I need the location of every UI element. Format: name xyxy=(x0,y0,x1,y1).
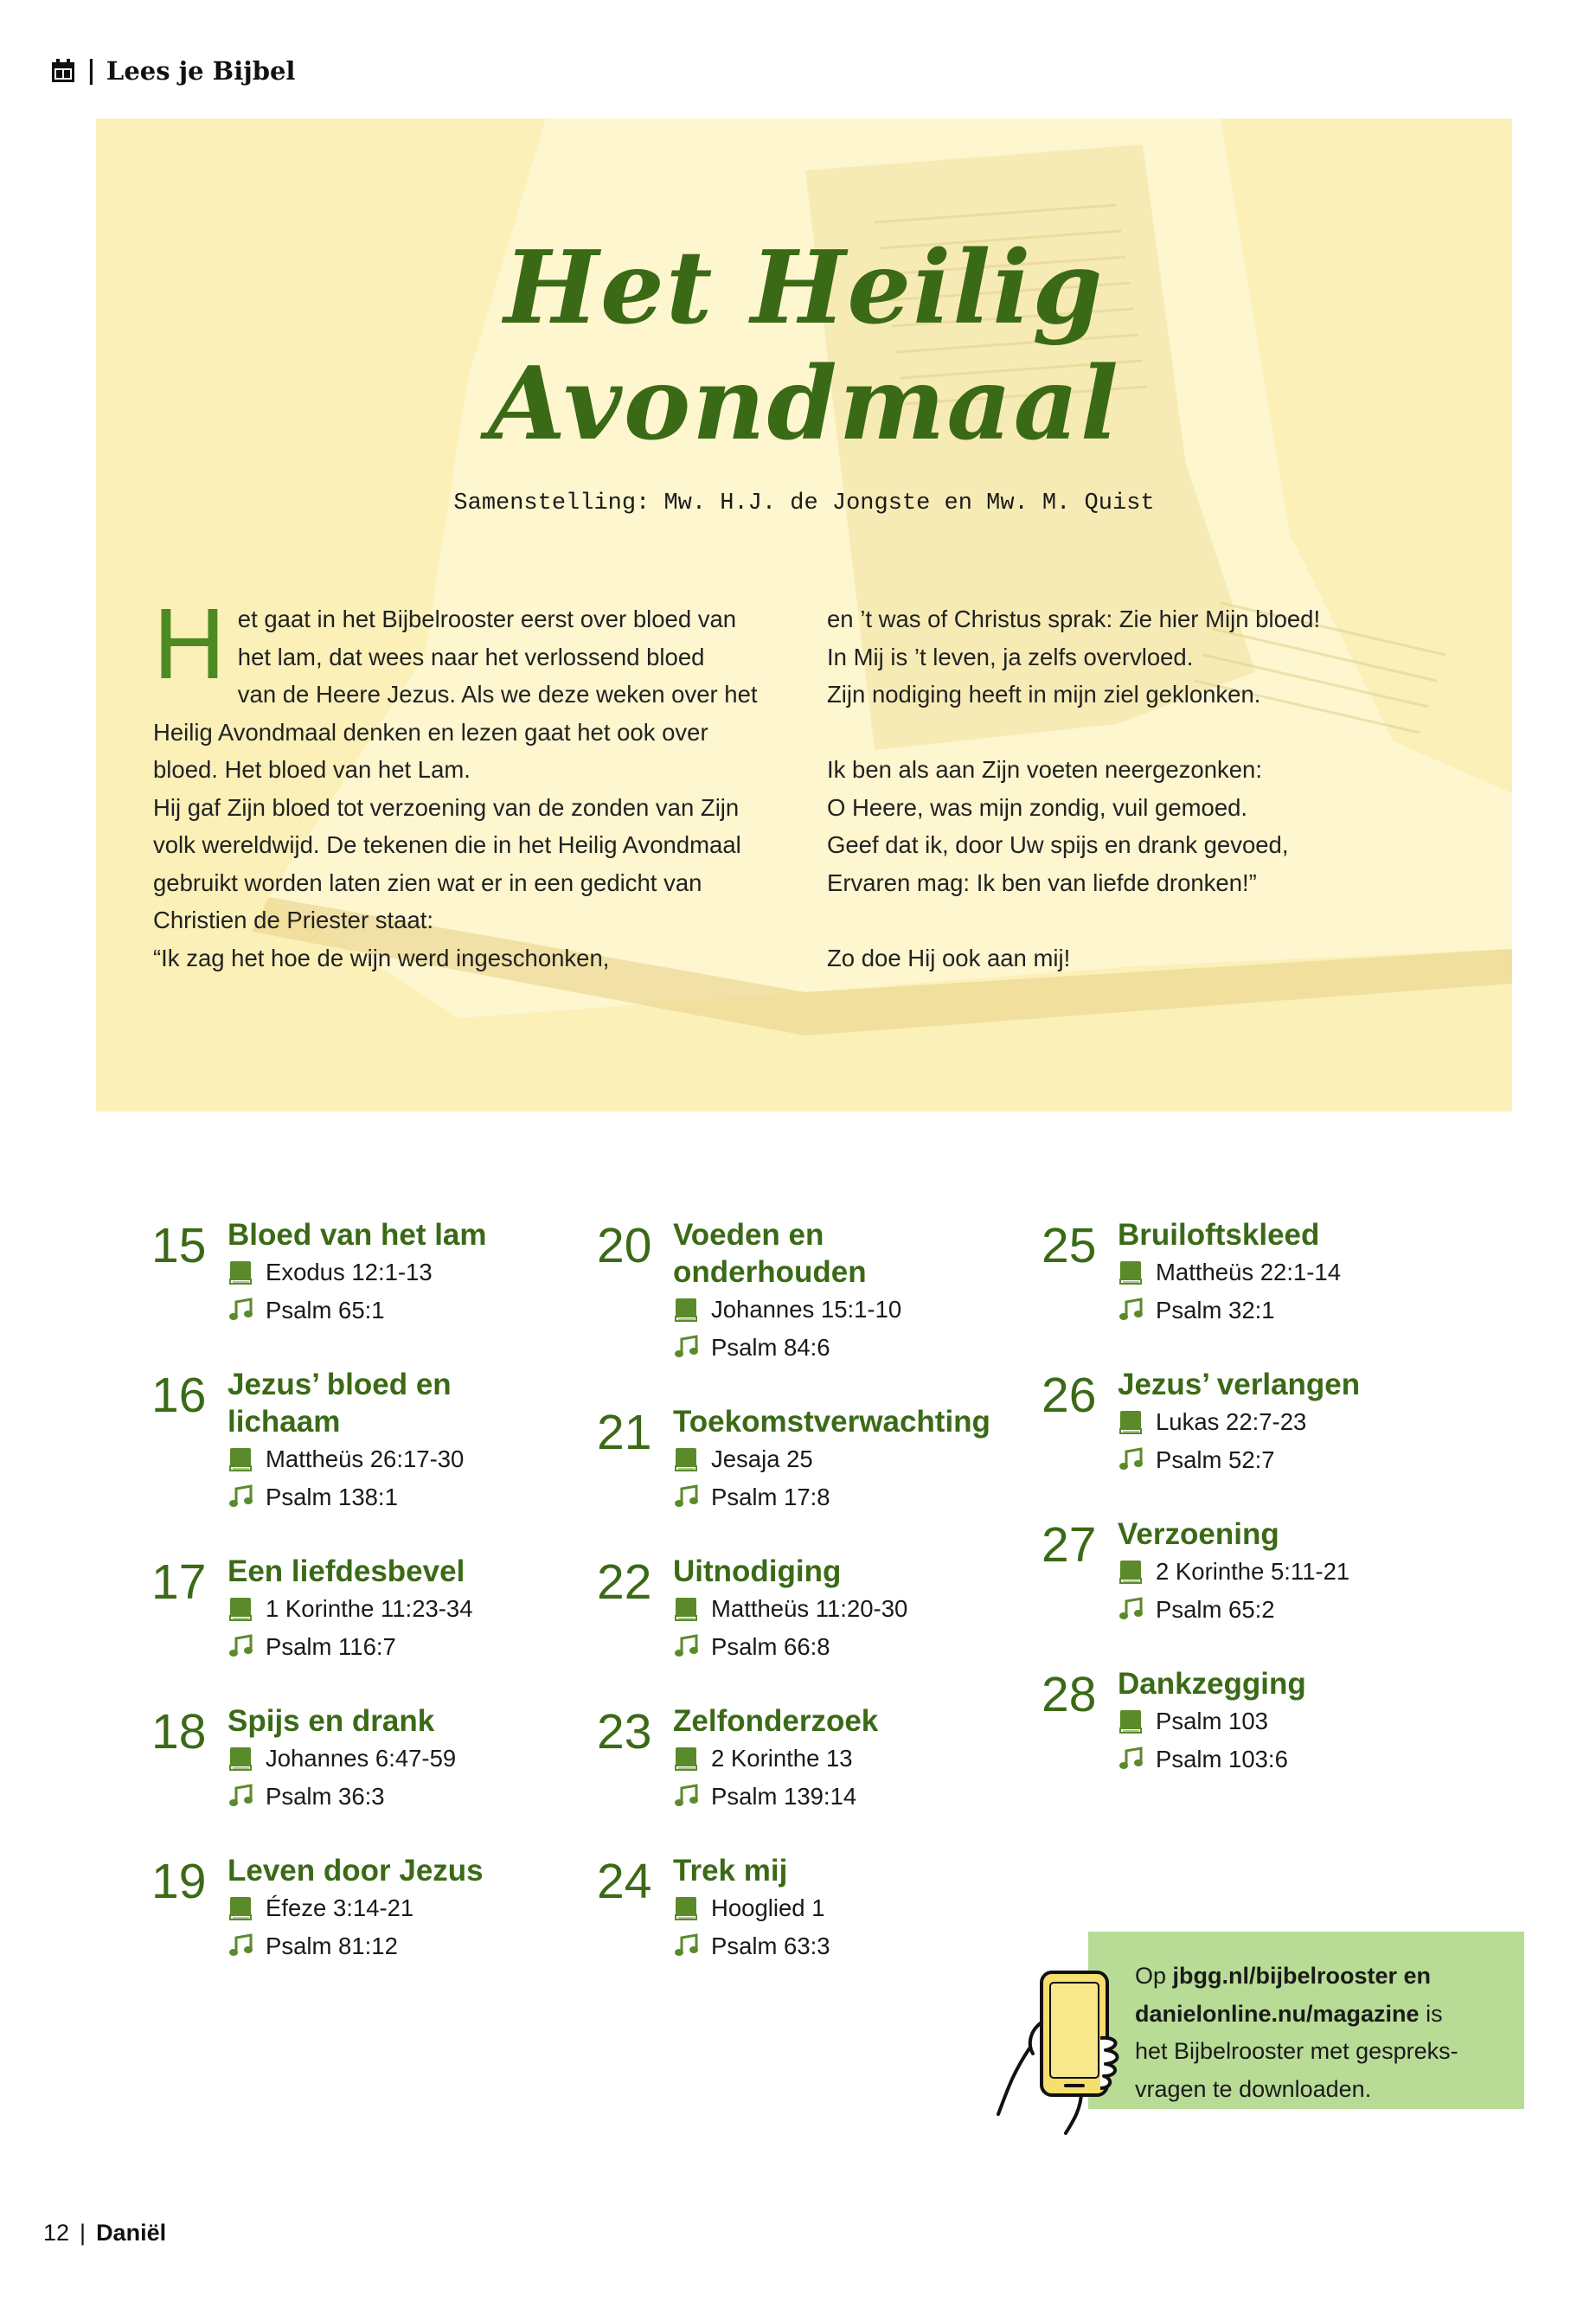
psalm-line xyxy=(673,1778,1029,1816)
download-info-text xyxy=(1135,1958,1516,2108)
section-title: Lees je Bijbel xyxy=(106,55,296,86)
entry-title: Trek mij xyxy=(673,1854,788,1888)
book-icon xyxy=(673,1746,699,1772)
psalm-line xyxy=(228,1778,584,1816)
entry-title: onderhouden xyxy=(673,1255,867,1289)
hero-subtitle: Samenstelling: Mw. H.J. de Jongste en Mw. M. Quist xyxy=(453,490,1155,516)
entry-title: Voeden en xyxy=(673,1218,824,1252)
day-number: 27 xyxy=(1042,1517,1097,1573)
hero-panel xyxy=(96,119,1512,1112)
psalm-text: Psalm 66:8 xyxy=(711,1632,830,1660)
bible-reading xyxy=(228,1889,584,1927)
day-number: 21 xyxy=(597,1405,652,1460)
psalm-line xyxy=(228,1478,584,1516)
day-number: 20 xyxy=(597,1218,652,1273)
intro-line: “Ik zag het hoe de wijn werd ingeschonken, xyxy=(153,944,610,971)
intro-line: gebruikt worden laten zien wat er in een gedicht van xyxy=(153,868,702,896)
bible-reading xyxy=(228,1590,584,1628)
schedule-column-3 xyxy=(1042,1216,1474,1815)
phone-in-hand-icon xyxy=(995,1962,1133,2135)
page-footer xyxy=(43,2220,166,2247)
psalm-line xyxy=(228,1292,584,1330)
psalm-line xyxy=(228,1927,584,1965)
entry-title: Uitnodiging xyxy=(673,1554,842,1588)
psalm-text: Psalm 63:3 xyxy=(711,1932,830,1959)
intro-line: volk wereldwijd. De tekenen die in het Heilig Avondmaal xyxy=(153,831,741,858)
poem-line: Ervaren mag: Ik ben van liefde dronken!” xyxy=(827,868,1257,896)
poem-line: Zo doe Hij ook aan mij! xyxy=(827,944,1071,971)
reading-text: Mattheüs 11:20-30 xyxy=(711,1595,908,1622)
hero-title-line-2: Avondmaal xyxy=(488,345,1120,463)
day-number: 17 xyxy=(151,1554,207,1610)
schedule-entry xyxy=(597,1852,1029,1965)
schedule-entry xyxy=(1042,1516,1474,1628)
bible-reading xyxy=(673,1740,1029,1778)
reading-text: Johannes 15:1-10 xyxy=(711,1296,902,1323)
music-note-icon xyxy=(673,1783,699,1809)
psalm-text: Psalm 32:1 xyxy=(1156,1296,1275,1324)
schedule-entry xyxy=(151,1216,584,1329)
psalm-line xyxy=(673,1478,1029,1516)
psalm-text: Psalm 138:1 xyxy=(266,1483,398,1510)
reading-text: Mattheüs 22:1-14 xyxy=(1156,1259,1342,1285)
book-icon xyxy=(228,1895,253,1921)
music-note-icon xyxy=(673,1932,699,1958)
reading-text: Mattheüs 26:17-30 xyxy=(266,1445,465,1472)
entry-title: Jezus’ bloed en xyxy=(228,1368,452,1401)
entry-title: lichaam xyxy=(228,1405,341,1439)
book-icon xyxy=(1118,1708,1144,1734)
bible-reading xyxy=(673,1440,1029,1478)
reading-text: 2 Korinthe 13 xyxy=(711,1745,853,1772)
download-info-box xyxy=(1088,1932,1524,2109)
book-icon xyxy=(228,1596,253,1622)
schedule-entry xyxy=(597,1216,1029,1366)
poem-line: Zijn nodiging heeft in mijn ziel geklonken. xyxy=(827,681,1261,708)
psalm-text: Psalm 52:7 xyxy=(1156,1445,1275,1473)
reading-text: Éfeze 3:14-21 xyxy=(266,1894,414,1921)
poem-line: Ik ben als aan Zijn voeten neergezonken: xyxy=(827,756,1262,783)
psalm-text: Psalm 36:3 xyxy=(266,1782,385,1810)
reading-text: Psalm 103 xyxy=(1156,1708,1268,1734)
entry-title: Jezus’ verlangen xyxy=(1118,1368,1361,1401)
psalm-line xyxy=(673,1628,1029,1666)
music-note-icon xyxy=(228,1783,253,1809)
calendar-icon xyxy=(50,58,76,84)
schedule-entry xyxy=(1042,1366,1474,1478)
day-number: 28 xyxy=(1042,1667,1097,1722)
reading-text: 2 Korinthe 5:11-21 xyxy=(1156,1558,1350,1585)
entry-title: Verzoening xyxy=(1118,1517,1279,1551)
poem-line: en ’t was of Christus sprak: Zie hier Mijn bloed! xyxy=(827,606,1321,632)
psalm-line xyxy=(1118,1591,1474,1629)
book-icon xyxy=(228,1259,253,1285)
psalm-text: Psalm 65:2 xyxy=(1156,1595,1275,1623)
day-number: 26 xyxy=(1042,1368,1097,1423)
music-note-icon xyxy=(228,1932,253,1958)
schedule-entry xyxy=(151,1366,584,1516)
intro-line: et gaat in het Bijbelrooster eerst over bloed van xyxy=(237,606,737,632)
entry-title: Dankzegging xyxy=(1118,1667,1306,1701)
info-suffix: is xyxy=(1419,2000,1443,2027)
intro-line: van de Heere Jezus. Als we deze weken over het xyxy=(237,681,758,708)
intro-line: het lam, dat wees naar het verlossend bloed xyxy=(237,643,705,670)
schedule-entry xyxy=(597,1702,1029,1815)
entry-title: Leven door Jezus xyxy=(228,1854,484,1888)
psalm-line xyxy=(1118,1292,1474,1330)
entry-title: Spijs en drank xyxy=(228,1704,435,1738)
page-number: 12 xyxy=(43,2220,70,2246)
poem-line: In Mij is ’t leven, ja zelfs overvloed. xyxy=(827,643,1194,670)
book-icon xyxy=(228,1446,253,1472)
music-note-icon xyxy=(1118,1446,1144,1472)
day-number: 24 xyxy=(597,1854,652,1909)
entry-title: Bloed van het lam xyxy=(228,1218,487,1252)
day-number: 18 xyxy=(151,1704,207,1759)
intro-left-column xyxy=(153,587,776,977)
book-icon xyxy=(673,1895,699,1921)
entry-title: Een liefdesbevel xyxy=(228,1554,465,1588)
entry-title: Zelfonderzoek xyxy=(673,1704,879,1738)
info-link-jbgg[interactable]: jbgg.nl/bijbelrooster en xyxy=(1172,1963,1432,1989)
day-number: 22 xyxy=(597,1554,652,1610)
bible-reading xyxy=(673,1291,1029,1329)
bible-reading xyxy=(1118,1403,1474,1441)
schedule-column-1 xyxy=(151,1216,584,2002)
schedule-entry xyxy=(597,1553,1029,1665)
music-note-icon xyxy=(1118,1596,1144,1622)
music-note-icon xyxy=(673,1633,699,1659)
day-number: 25 xyxy=(1042,1218,1097,1273)
info-link-danielonline[interactable]: danielonline.nu/magazine xyxy=(1135,2000,1420,2027)
hero-title-line-1: Het Heilig xyxy=(503,229,1105,347)
music-note-icon xyxy=(1118,1746,1144,1772)
music-note-icon xyxy=(673,1484,699,1509)
bible-reading xyxy=(228,1253,584,1292)
poem-line: Geef dat ik, door Uw spijs en drank gevoed, xyxy=(827,831,1289,858)
poem-gap xyxy=(827,714,1467,752)
book-icon xyxy=(1118,1559,1144,1585)
day-number: 19 xyxy=(151,1854,207,1909)
music-note-icon xyxy=(228,1484,253,1509)
footer-separator: | xyxy=(80,2220,87,2246)
book-icon xyxy=(1118,1259,1144,1285)
schedule-entry xyxy=(1042,1665,1474,1778)
reading-text: Lukas 22:7-23 xyxy=(1156,1408,1307,1435)
psalm-text: Psalm 84:6 xyxy=(711,1333,830,1361)
book-icon xyxy=(673,1446,699,1472)
drop-cap: H xyxy=(153,587,226,700)
bible-reading xyxy=(228,1740,584,1778)
book-icon xyxy=(228,1746,253,1772)
psalm-text: Psalm 103:6 xyxy=(1156,1745,1288,1772)
day-number: 15 xyxy=(151,1218,207,1273)
bible-reading xyxy=(673,1889,1029,1927)
bible-reading xyxy=(673,1590,1029,1628)
bible-reading xyxy=(1118,1702,1474,1740)
poem-gap xyxy=(827,901,1467,939)
schedule-column-2 xyxy=(597,1216,1029,2002)
psalm-text: Psalm 116:7 xyxy=(266,1632,396,1660)
magazine-name: Daniël xyxy=(96,2220,167,2246)
poem-line: O Heere, was mijn zondig, vuil gemoed. xyxy=(827,793,1248,821)
schedule-entry xyxy=(151,1852,584,1965)
psalm-line xyxy=(1118,1740,1474,1779)
schedule-entry xyxy=(1042,1216,1474,1329)
reading-text: 1 Korinthe 11:23-34 xyxy=(266,1595,473,1622)
psalm-text: Psalm 17:8 xyxy=(711,1483,830,1510)
bible-reading xyxy=(228,1440,584,1478)
music-note-icon xyxy=(228,1633,253,1659)
intro-line: Christien de Priester staat: xyxy=(153,907,434,933)
book-icon xyxy=(673,1596,699,1622)
day-number: 23 xyxy=(597,1704,652,1759)
book-icon xyxy=(673,1297,699,1323)
reading-text: Johannes 6:47-59 xyxy=(266,1745,457,1772)
reading-text: Hooglied 1 xyxy=(711,1894,825,1921)
info-prefix: Op xyxy=(1135,1963,1173,1989)
day-number: 16 xyxy=(151,1368,207,1423)
bible-reading xyxy=(1118,1553,1474,1591)
intro-line: bloed. Het bloed van het Lam. xyxy=(153,756,471,783)
psalm-text: Psalm 65:1 xyxy=(266,1296,385,1324)
psalm-line xyxy=(228,1628,584,1666)
info-line: het Bijbelrooster met gespreks- xyxy=(1135,2038,1458,2064)
book-icon xyxy=(1118,1409,1144,1435)
page-header xyxy=(50,55,295,86)
psalm-line xyxy=(673,1927,1029,1965)
psalm-line xyxy=(1118,1441,1474,1479)
psalm-text: Psalm 139:14 xyxy=(711,1782,857,1810)
info-line: vragen te downloaden. xyxy=(1135,2075,1372,2102)
bible-reading xyxy=(1118,1253,1474,1292)
entry-title: Toekomstverwachting xyxy=(673,1405,990,1439)
music-note-icon xyxy=(1118,1297,1144,1323)
header-separator: | xyxy=(87,55,96,86)
psalm-line xyxy=(673,1329,1029,1367)
schedule-entry xyxy=(151,1553,584,1665)
entry-title: Bruiloftskleed xyxy=(1118,1218,1320,1252)
intro-line: Hij gaf Zijn bloed tot verzoening van de zonden van Zijn xyxy=(153,793,740,821)
reading-text: Exodus 12:1-13 xyxy=(266,1259,433,1285)
music-note-icon xyxy=(228,1297,253,1323)
schedule-entry xyxy=(151,1702,584,1815)
psalm-text: Psalm 81:12 xyxy=(266,1932,398,1959)
intro-right-column xyxy=(827,600,1467,977)
intro-line: Heilig Avondmaal denken en lezen gaat het ook over xyxy=(153,718,708,746)
reading-text: Jesaja 25 xyxy=(711,1445,813,1472)
schedule-entry xyxy=(597,1403,1029,1516)
music-note-icon xyxy=(673,1334,699,1360)
